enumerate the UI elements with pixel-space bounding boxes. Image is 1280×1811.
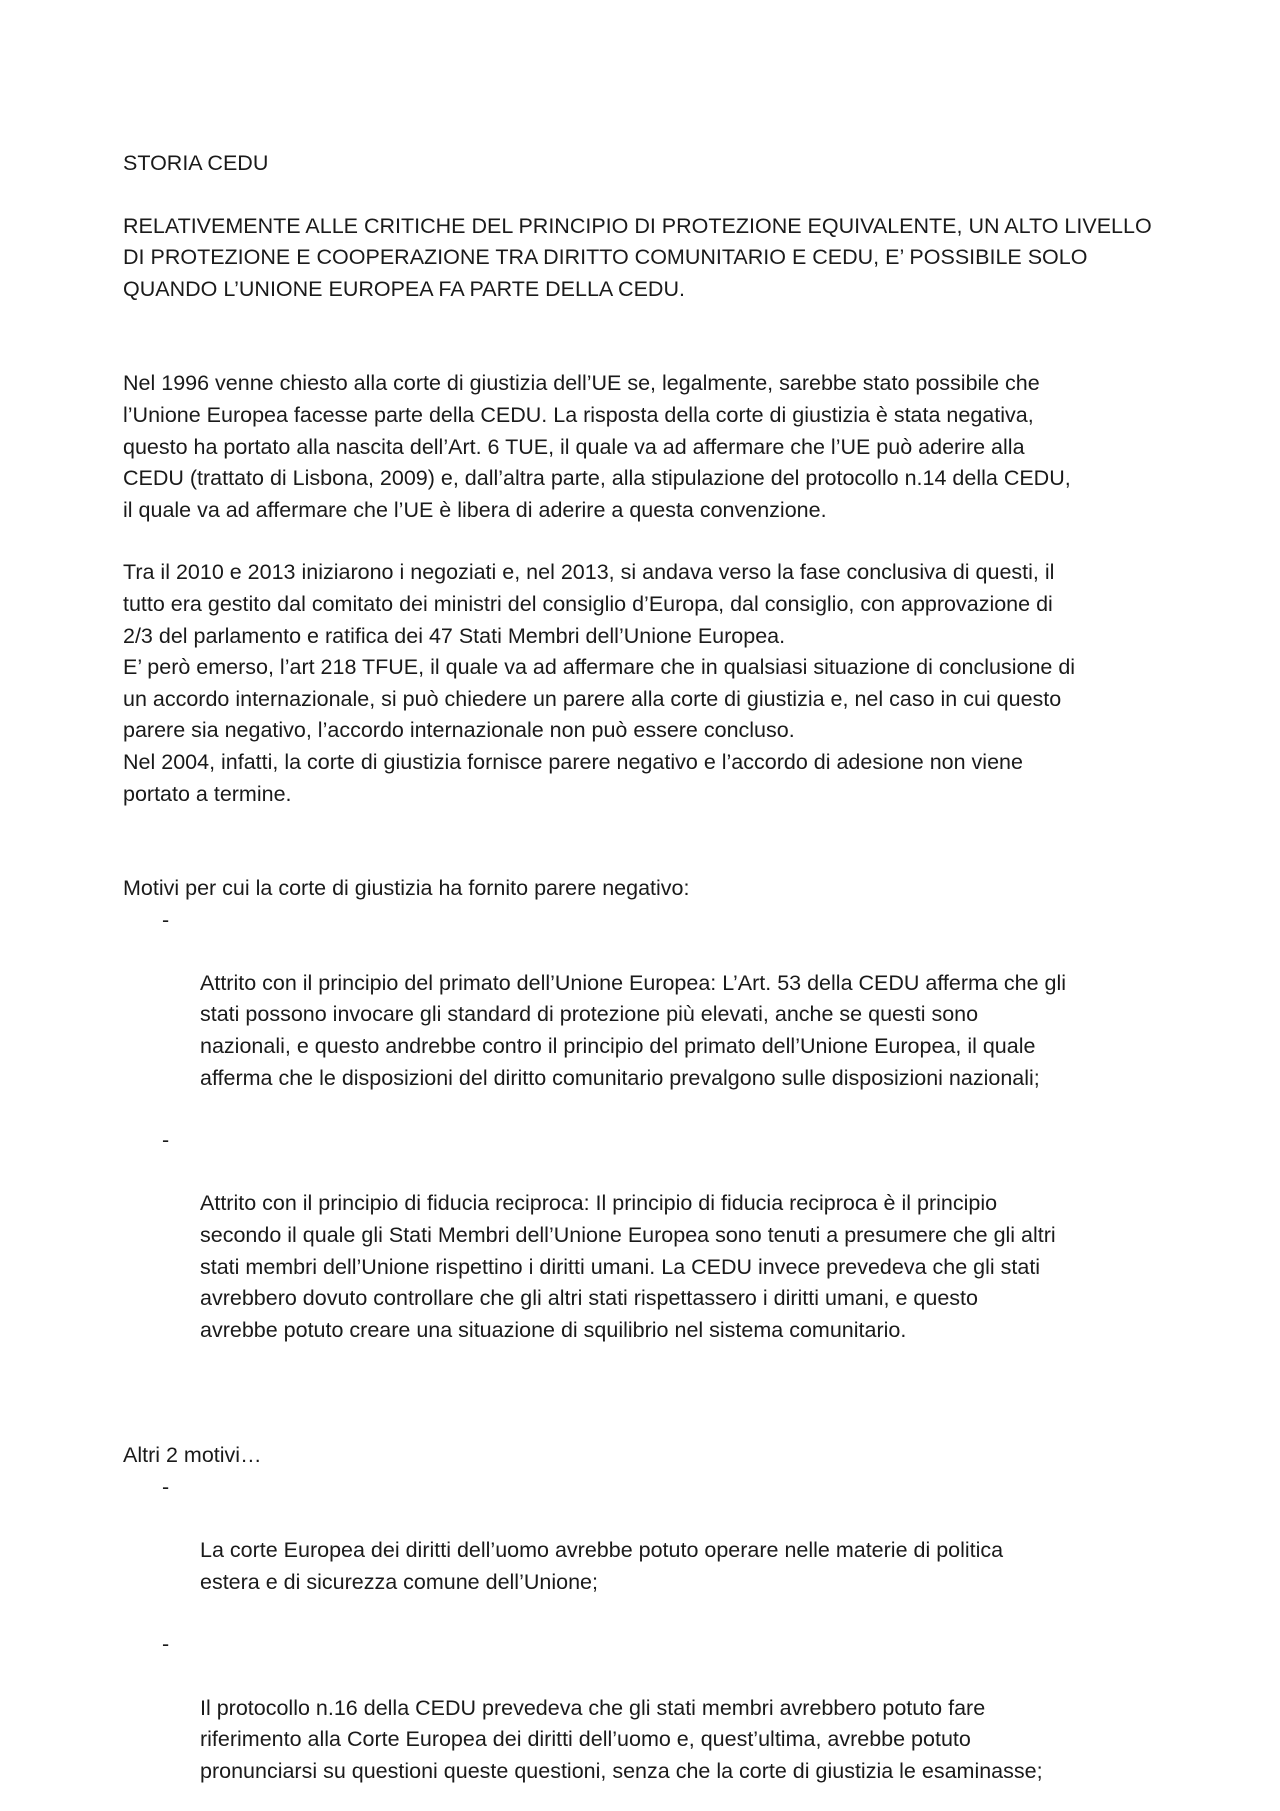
bullet-dash: - (162, 907, 170, 932)
list-item (123, 1472, 1183, 1598)
other-reasons-list (123, 1472, 1183, 1787)
document-title: STORIA CEDU (123, 151, 269, 175)
reasons-heading: Motivi per cui la corte di giustizia ha fornito parere negativo: (123, 876, 690, 901)
other-reasons-heading: Altri 2 motivi… (123, 1443, 262, 1468)
bullet-dash: - (162, 1475, 170, 1499)
list-item-text: La corte Europea dei diritti dell’uomo avrebbe potuto operare nelle materie di politica estera e di sicurezza comune dell’Unione; (200, 1538, 1004, 1594)
list-item (123, 1125, 1183, 1346)
list-item-text: Attrito con il principio di fiducia reciproca: Il principio di fiducia reciproca è il principio secondo il quale gli Stati Membri dell’Unione Europea sono tenuti a presumere che gli altri stati membri dell’Unione rispettino i diritti umani. La CEDU invece prevedeva che gli stati avrebbero dovuto controllare che gli altri stati rispettassero i diritti umani, e questo avrebbe potuto creare una situazione di squilibrio nel sistema comunitario. (200, 1191, 1056, 1342)
paragraph-2010: Tra il 2010 e 2013 iniziarono i negoziati e, nel 2013, si andava verso la fase conclusiva di questi, il tutto era gestito dal comitato dei ministri del consiglio d’Europa, dal consiglio, con approvazione di 2/3 del parlamento e ratifica dei 47 Stati Membri dell’Unione Europea. E’ però emerso, l’art 218 TFUE, il quale va ad affermare che in qualsiasi situazione di conclusione di un accordo internazionale, si può chiedere un parere alla corte di giustizia e, nel caso in cui questo parere sia negativo, l’accordo internazionale non può essere concluso. Nel 2004, infatti, la corte di giustizia fornisce parere negativo e l’accordo di adesione non viene portato a termine. (123, 560, 1076, 806)
bullet-dash: - (162, 1632, 170, 1657)
reasons-list (123, 905, 1183, 1347)
list-item (123, 1629, 1183, 1787)
bullet-dash: - (162, 1128, 170, 1153)
list-item-text: Attrito con il principio del primato dell’Unione Europea: L’Art. 53 della CEDU afferma che gli stati possono invocare gli standard di protezione più elevati, anche se questi sono nazionali, e questo andrebbe contro il principio del primato dell’Unione Europea, il quale afferma che le disposizioni del diritto comunitario prevalgono sulle disposizioni nazionali; (200, 970, 1067, 1090)
document-page (123, 148, 1183, 1787)
intro-paragraph: RELATIVEMENTE ALLE CRITICHE DEL PRINCIPIO DI PROTEZIONE EQUIVALENTE, UN ALTO LIVELLO DI PROTEZIONE E COOPERAZIONE TRA DIRITTO COMUNITARIO E CEDU, E’ POSSIBILE SOLO QUANDO L’UNIONE EUROPEA FA PARTE DELLA CEDU. (123, 213, 1152, 301)
list-item (123, 905, 1183, 1095)
paragraph-1996: Nel 1996 venne chiesto alla corte di giustizia dell’UE se, legalmente, sarebbe stato possibile che l’Unione Europea facesse parte della CEDU. La risposta della corte di giustizia è stata negativa, questo ha portato alla nascita dell’Art. 6 TUE, il quale va ad affermare che l’UE può aderire alla CEDU (trattato di Lisbona, 2009) e, dall’altra parte, alla stipulazione del protocollo n.14 della CEDU, il quale va ad affermare che l’UE è libera di aderire a questa convenzione. (123, 371, 1071, 522)
list-item-text: Il protocollo n.16 della CEDU prevedeva che gli stati membri avrebbero potuto fare riferimento alla Corte Europea dei diritti dell’uomo e, quest’ultima, avrebbe potuto pronunciarsi su questioni queste questioni, senza che la corte di giustizia le esaminasse; (200, 1695, 1043, 1783)
